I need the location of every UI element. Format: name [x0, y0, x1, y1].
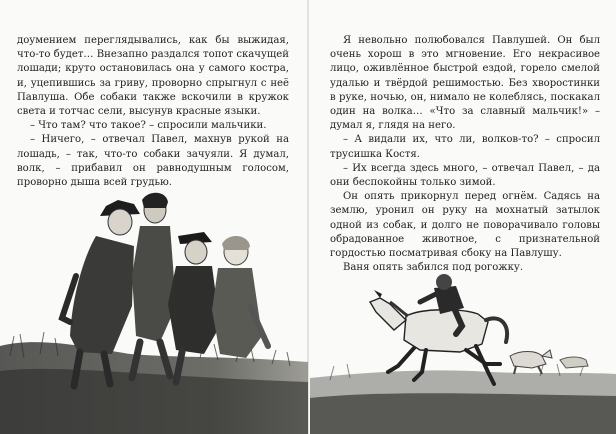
- left-page-text: [17, 34, 289, 190]
- right-paragraph-1: Я невольно полюбовался Павлушей. Он был очень хорош в это мгновение. Его некрасивое лицо, оживлённое быстрой ездой, горело смелой удалью и твёрдой решимостью. Без хворостинки в руке, ночью, он, нимало не колеблясь, поскакал один на волка… «Что за славный мальчик!» – думал я, глядя на него.: [330, 35, 600, 132]
- horse-ink-drawing: [310, 268, 616, 434]
- illustration-horse-rider: [310, 268, 616, 434]
- right-paragraph-5: Ваня опять забился под рогожку.: [343, 262, 524, 274]
- left-paragraph-2: – Что там? что такое? – спросили мальчики.: [30, 120, 267, 132]
- dog-2: [560, 357, 588, 368]
- illustration-boys-crouching: [0, 186, 308, 434]
- right-paragraph-2: – А видали их, что ли, волков-то? – спросил трусишка Костя.: [330, 134, 600, 160]
- left-paragraph-3: – Ничего, – отвечал Павел, махнув рукой на лошадь, – так, что-то собаки зачуяли. Я думал, волк, – прибавил он равнодушным голосом, проворно дыша всей грудью.: [17, 134, 289, 189]
- left-paragraph-1: доумением переглядывались, как бы выжидая, что-то будет… Внезапно раздался топот скачущей лошади; круто остановилась она у самого костра, и, уцепившись за гриву, проворно спрыгнул с неё Павлуша. Обе собаки также вскочили в кружок света и тотчас сели, высунув красные языки.: [17, 35, 289, 118]
- dog: [510, 350, 552, 374]
- boys-ink-drawing: [0, 186, 308, 434]
- boy-light-hair: [212, 236, 268, 358]
- right-page-text: [330, 34, 600, 275]
- boy-tall: [132, 193, 176, 378]
- right-paragraph-3: – Их всегда здесь много, – отвечал Павел, – да они беспокойны только зимой.: [330, 162, 600, 189]
- right-paragraph-4: Он опять прикорнул перед огнём. Садясь на землю, уронил он руку на мохнатый затылок одной из собак, и долго не поворачивало головы обрадованное животное, с признательной гордостью посматривая сбоку на Павлушу.: [330, 191, 600, 260]
